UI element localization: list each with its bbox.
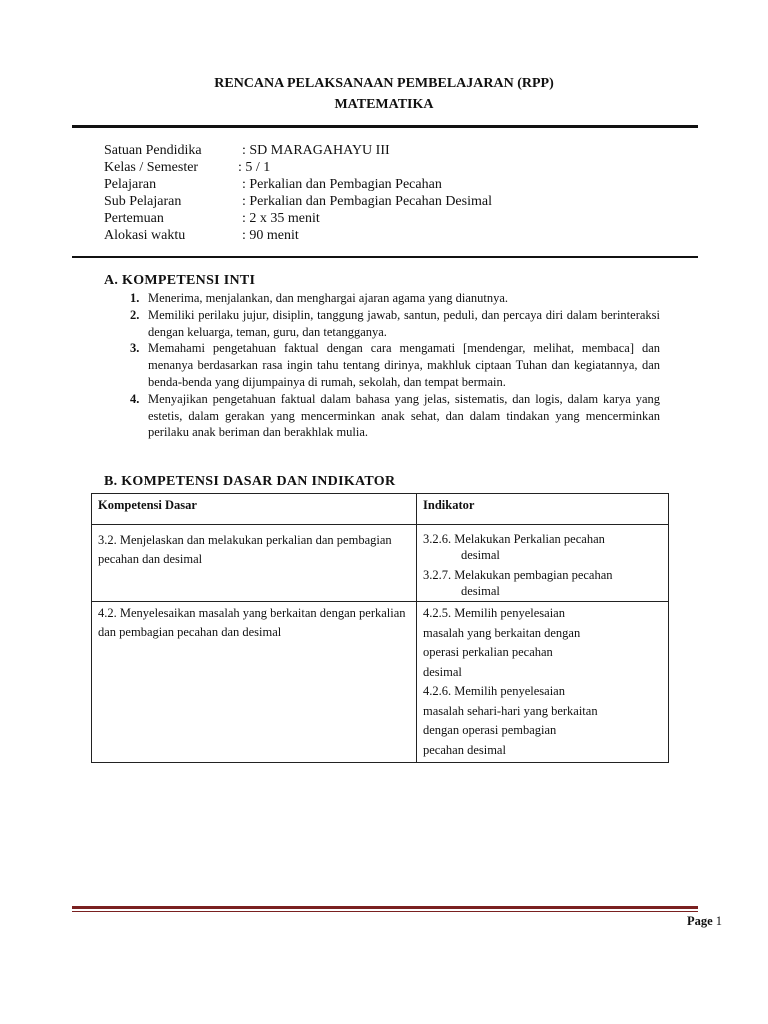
list-item	[130, 307, 660, 341]
indicator-line: 4.2.5. Memilih penyelesaian	[423, 606, 565, 620]
list-number: 4.	[130, 391, 140, 406]
page-number	[687, 914, 722, 929]
info-value: : 90 menit	[242, 228, 299, 243]
indicator-line: 3.2.6. Melakukan Perkalian pecahan	[423, 532, 605, 546]
list-text: Menyajikan pengetahuan faktual dalam bahasa yang jelas, sistematis, dan logis, dalam karya yang estetis, dalam gerakan yang mencerminkan anak sehat, dan dalam tindakan yang mencerminkan perilaku anak beriman dan berakhlak mulia.	[148, 391, 660, 440]
document-title: RENCANA PELAKSANAAN PEMBELAJARAN (RPP)	[214, 76, 554, 91]
indicator-line: pecahan desimal	[423, 742, 506, 757]
indicator-line: desimal	[461, 584, 500, 598]
indicator-line: 3.2.7. Melakukan pembagian pecahan	[423, 568, 613, 582]
table-row	[92, 602, 669, 763]
list-number: 2.	[130, 307, 140, 322]
list-item	[130, 340, 660, 390]
list-number: 3.	[130, 341, 140, 356]
kd-cell: 4.2. Menyelesaikan masalah yang berkaitan dengan perkalian dan pembagian pecahan dan desimal	[92, 602, 417, 763]
info-label: Kelas / Semester	[104, 160, 199, 175]
info-label: Sub Pelajaran	[104, 194, 182, 209]
list-text: Memahami pengetahuan faktual dengan cara mengamati [mendengar, melihat, membaca] dan menanya berdasarkan rasa ingin tahu tentang dirinya, makhluk ciptaan Tuhan dan kegiatannya, dan benda-benda yang dijumpainya di rumah, sekolah, dan tempat bermain.	[148, 341, 660, 389]
footer-rule-thin	[72, 911, 698, 912]
table-header-row	[92, 494, 669, 525]
list-item	[130, 391, 660, 441]
indicator-cell	[417, 602, 669, 763]
info-value: : Perkalian dan Pembagian Pecahan Desimal	[242, 194, 492, 209]
info-label: Pertemuan	[104, 211, 164, 226]
kompetensi-dasar-table	[91, 493, 669, 763]
info-label: Satuan Pendidika	[104, 143, 202, 158]
kompetensi-inti-list	[130, 290, 660, 441]
list-text: Menerima, menjalankan, dan menghargai ajaran agama yang dianutnya.	[148, 291, 509, 305]
info-value: : SD MARAGAHAYU III	[242, 143, 390, 158]
info-value: : 2 x 35 menit	[242, 211, 320, 226]
list-number: 1.	[130, 291, 140, 305]
indicator-line: operasi perkalian pecahan	[423, 645, 553, 659]
list-item	[130, 290, 660, 307]
footer-rule	[72, 906, 698, 909]
page-label: Page	[686, 914, 713, 928]
section-heading-kompetensi-dasar: B. KOMPETENSI DASAR DAN INDIKATOR	[104, 474, 396, 489]
table-header-indikator: Indikator	[417, 494, 669, 525]
indicator-line: 4.2.6. Memilih penyelesaian	[423, 684, 565, 698]
info-row	[104, 176, 492, 193]
identity-block	[104, 142, 492, 244]
document-subject: MATEMATIKA	[334, 97, 434, 112]
identity-rule	[72, 256, 698, 258]
info-row	[104, 142, 492, 159]
indicator-cell	[417, 525, 669, 602]
info-row	[104, 210, 492, 227]
table-header-kompetensi-dasar: Kompetensi Dasar	[92, 494, 417, 525]
table-row	[92, 525, 669, 602]
indicator-line: desimal	[423, 664, 462, 679]
info-row	[104, 227, 492, 244]
info-label: Alokasi waktu	[104, 228, 186, 243]
header-rule	[72, 125, 698, 128]
info-value: : Perkalian dan Pembagian Pecahan	[242, 177, 442, 192]
indicator-line: dengan operasi pembagian	[423, 723, 557, 737]
info-row	[104, 159, 492, 176]
indicator-line: masalah yang berkaitan dengan	[423, 625, 581, 640]
section-heading-kompetensi-inti: A. KOMPETENSI INTI	[104, 273, 256, 288]
indicator-line: desimal	[461, 548, 500, 562]
indicator-line: masalah sehari-hari yang berkaitan	[423, 703, 598, 718]
info-value: : 5 / 1	[238, 160, 271, 175]
kd-cell: 3.2. Menjelaskan dan melakukan perkalian dan pembagian pecahan dan desimal	[92, 525, 417, 602]
info-label: Pelajaran	[104, 177, 157, 192]
page-number-value: 1	[715, 914, 722, 928]
info-row	[104, 193, 492, 210]
list-text: Memiliki perilaku jujur, disiplin, tanggung jawab, santun, peduli, dan percaya diri dalam berinteraksi dengan keluarga, teman, guru, dan tetangganya.	[148, 307, 660, 339]
